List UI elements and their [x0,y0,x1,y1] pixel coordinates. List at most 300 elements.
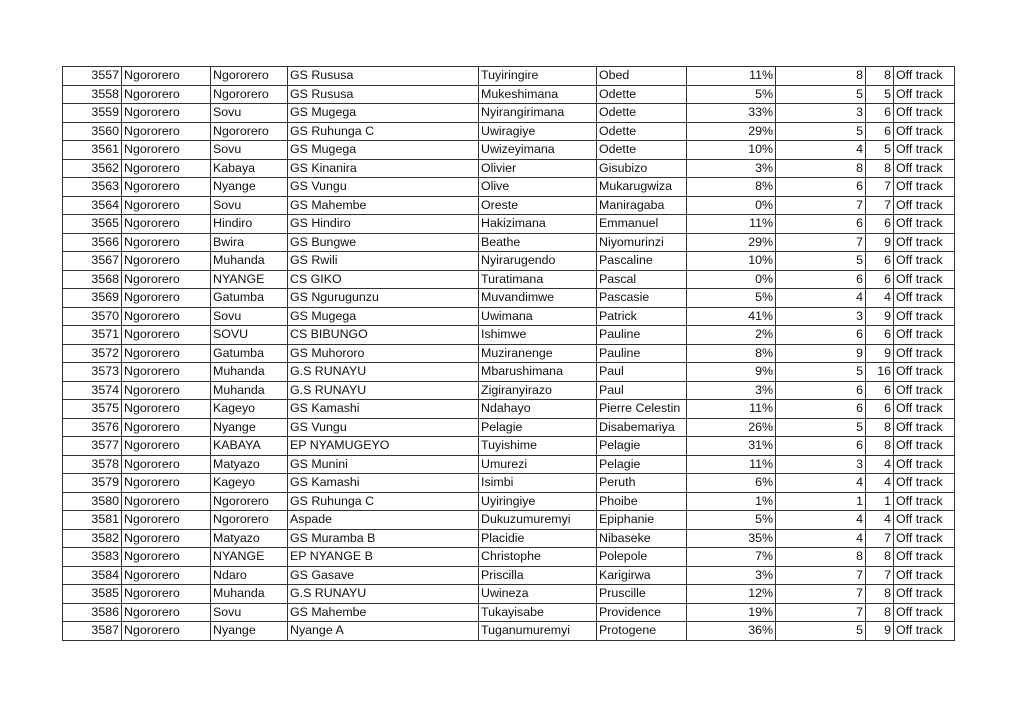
cell-district: Ngororero [122,492,211,511]
cell-district: Ngororero [122,252,211,271]
cell-first-name: Pruscille [597,585,687,604]
cell-score-b: 4 [866,455,894,474]
cell-percentage: 29% [687,122,776,141]
cell-last-name: Tuganumuremyi [479,622,597,641]
cell-district: Ngororero [122,455,211,474]
cell-last-name: Beathe [479,233,597,252]
cell-status: Off track [894,178,955,197]
cell-last-name: Pelagie [479,418,597,437]
cell-first-name: Phoibe [597,492,687,511]
table-row [63,122,955,141]
cell-row-id: 3566 [63,233,122,252]
cell-percentage: 33% [687,104,776,123]
cell-row-id: 3568 [63,270,122,289]
cell-status: Off track [894,215,955,234]
cell-school: G.S RUNAYU [288,381,479,400]
table-row [63,104,955,123]
cell-last-name: Uwimana [479,307,597,326]
cell-row-id: 3585 [63,585,122,604]
cell-district: Ngororero [122,233,211,252]
table-row [63,326,955,345]
cell-last-name: Tuyishime [479,437,597,456]
cell-first-name: Maniragaba [597,196,687,215]
table-row [63,622,955,641]
cell-sector: Sovu [211,104,288,123]
cell-sector: Kageyo [211,400,288,419]
cell-school: GS Mugega [288,104,479,123]
cell-first-name: Disabemariya [597,418,687,437]
cell-score-b: 8 [866,603,894,622]
cell-school: GS Kamashi [288,400,479,419]
cell-percentage: 5% [687,289,776,308]
cell-last-name: Placidie [479,529,597,548]
cell-school: G.S RUNAYU [288,585,479,604]
cell-last-name: Tuyiringire [479,67,597,86]
cell-percentage: 7% [687,548,776,567]
cell-percentage: 26% [687,418,776,437]
cell-row-id: 3575 [63,400,122,419]
cell-score-a: 3 [776,104,866,123]
table-row [63,455,955,474]
cell-sector: Sovu [211,307,288,326]
cell-last-name: Hakizimana [479,215,597,234]
cell-last-name: Turatimana [479,270,597,289]
cell-score-b: 6 [866,215,894,234]
cell-percentage: 3% [687,566,776,585]
cell-score-a: 4 [776,474,866,493]
cell-sector: Muhanda [211,363,288,382]
table-row [63,603,955,622]
cell-status: Off track [894,418,955,437]
cell-last-name: Nyirangirimana [479,104,597,123]
cell-district: Ngororero [122,307,211,326]
cell-sector: Hindiro [211,215,288,234]
cell-score-b: 8 [866,159,894,178]
cell-status: Off track [894,622,955,641]
cell-first-name: Niyomurinzi [597,233,687,252]
cell-last-name: Christophe [479,548,597,567]
cell-first-name: Paul [597,363,687,382]
cell-score-a: 6 [776,400,866,419]
cell-percentage: 1% [687,492,776,511]
cell-first-name: Pascal [597,270,687,289]
cell-row-id: 3557 [63,67,122,86]
cell-score-b: 6 [866,400,894,419]
cell-sector: Bwira [211,233,288,252]
cell-score-b: 6 [866,252,894,271]
table-row [63,233,955,252]
cell-last-name: Zigiranyirazo [479,381,597,400]
cell-first-name: Pauline [597,344,687,363]
cell-score-b: 16 [866,363,894,382]
table-row [63,418,955,437]
cell-first-name: Pelagie [597,455,687,474]
cell-sector: NYANGE [211,548,288,567]
table-row [63,196,955,215]
cell-sector: Ngororero [211,67,288,86]
cell-row-id: 3562 [63,159,122,178]
cell-sector: Matyazo [211,529,288,548]
cell-score-a: 3 [776,455,866,474]
cell-score-b: 9 [866,307,894,326]
cell-school: GS Mahembe [288,196,479,215]
cell-row-id: 3576 [63,418,122,437]
cell-score-a: 6 [776,381,866,400]
cell-score-b: 5 [866,85,894,104]
cell-percentage: 8% [687,178,776,197]
cell-row-id: 3561 [63,141,122,160]
cell-percentage: 5% [687,85,776,104]
cell-percentage: 11% [687,400,776,419]
cell-district: Ngororero [122,363,211,382]
cell-district: Ngororero [122,215,211,234]
cell-score-a: 8 [776,548,866,567]
cell-row-id: 3584 [63,566,122,585]
cell-school: GS Mugega [288,307,479,326]
cell-percentage: 12% [687,585,776,604]
cell-score-b: 9 [866,233,894,252]
cell-percentage: 29% [687,233,776,252]
cell-score-a: 4 [776,289,866,308]
cell-last-name: Isimbi [479,474,597,493]
cell-score-a: 6 [776,178,866,197]
cell-status: Off track [894,474,955,493]
cell-last-name: Mbarushimana [479,363,597,382]
table-row [63,307,955,326]
cell-percentage: 31% [687,437,776,456]
cell-score-b: 8 [866,67,894,86]
cell-first-name: Odette [597,85,687,104]
cell-first-name: Pierre Celestin [597,400,687,419]
cell-school: GS Muramba B [288,529,479,548]
cell-sector: Sovu [211,141,288,160]
cell-percentage: 0% [687,270,776,289]
cell-last-name: Uwiragiye [479,122,597,141]
table-row [63,85,955,104]
cell-status: Off track [894,270,955,289]
cell-last-name: Olive [479,178,597,197]
cell-sector: Gatumba [211,344,288,363]
cell-school: GS Muhororo [288,344,479,363]
cell-score-b: 6 [866,122,894,141]
table-row [63,585,955,604]
table-row [63,178,955,197]
cell-row-id: 3580 [63,492,122,511]
cell-last-name: Ishimwe [479,326,597,345]
cell-first-name: Protogene [597,622,687,641]
cell-last-name: Tukayisabe [479,603,597,622]
cell-first-name: Obed [597,67,687,86]
table-row [63,270,955,289]
cell-last-name: Nyirarugendo [479,252,597,271]
cell-row-id: 3587 [63,622,122,641]
cell-score-a: 5 [776,363,866,382]
cell-district: Ngororero [122,326,211,345]
cell-sector: Kabaya [211,159,288,178]
cell-score-a: 6 [776,437,866,456]
cell-sector: SOVU [211,326,288,345]
table-row [63,511,955,530]
cell-row-id: 3571 [63,326,122,345]
cell-status: Off track [894,344,955,363]
cell-percentage: 3% [687,381,776,400]
cell-score-a: 6 [776,270,866,289]
cell-score-b: 7 [866,178,894,197]
cell-percentage: 10% [687,141,776,160]
cell-sector: Nyange [211,622,288,641]
cell-district: Ngororero [122,511,211,530]
cell-score-b: 6 [866,326,894,345]
cell-first-name: Pascaline [597,252,687,271]
cell-sector: Nyange [211,418,288,437]
cell-status: Off track [894,603,955,622]
cell-district: Ngororero [122,585,211,604]
table-row [63,437,955,456]
cell-last-name: Uwineza [479,585,597,604]
cell-school: GS Kinanira [288,159,479,178]
cell-score-b: 4 [866,511,894,530]
cell-score-a: 4 [776,511,866,530]
cell-school: GS Gasave [288,566,479,585]
cell-score-b: 6 [866,381,894,400]
cell-status: Off track [894,289,955,308]
cell-last-name: Muvandimwe [479,289,597,308]
cell-district: Ngororero [122,418,211,437]
cell-score-b: 4 [866,474,894,493]
table-row [63,548,955,567]
cell-status: Off track [894,67,955,86]
cell-percentage: 3% [687,159,776,178]
cell-score-b: 1 [866,492,894,511]
table-row [63,363,955,382]
cell-school: GS Ngurugunzu [288,289,479,308]
cell-score-a: 7 [776,196,866,215]
cell-percentage: 36% [687,622,776,641]
cell-school: GS Rususa [288,67,479,86]
cell-score-b: 6 [866,104,894,123]
cell-status: Off track [894,363,955,382]
cell-last-name: Oreste [479,196,597,215]
cell-school: GS Ruhunga C [288,492,479,511]
cell-district: Ngororero [122,196,211,215]
cell-sector: Muhanda [211,381,288,400]
table-row [63,252,955,271]
cell-status: Off track [894,437,955,456]
cell-score-a: 5 [776,85,866,104]
cell-last-name: Uyiringiye [479,492,597,511]
cell-score-b: 9 [866,622,894,641]
cell-percentage: 11% [687,67,776,86]
cell-school: G.S RUNAYU [288,363,479,382]
cell-sector: Ngororero [211,492,288,511]
cell-score-b: 6 [866,270,894,289]
cell-status: Off track [894,159,955,178]
cell-district: Ngororero [122,104,211,123]
cell-first-name: Nibaseke [597,529,687,548]
cell-district: Ngororero [122,566,211,585]
cell-status: Off track [894,511,955,530]
cell-sector: Kageyo [211,474,288,493]
cell-score-b: 8 [866,585,894,604]
cell-status: Off track [894,141,955,160]
cell-status: Off track [894,196,955,215]
cell-row-id: 3578 [63,455,122,474]
table-row [63,566,955,585]
cell-row-id: 3577 [63,437,122,456]
cell-district: Ngororero [122,159,211,178]
cell-sector: Ngororero [211,511,288,530]
cell-first-name: Paul [597,381,687,400]
cell-status: Off track [894,326,955,345]
cell-status: Off track [894,529,955,548]
cell-row-id: 3582 [63,529,122,548]
cell-status: Off track [894,585,955,604]
cell-district: Ngororero [122,178,211,197]
cell-score-a: 3 [776,307,866,326]
cell-status: Off track [894,233,955,252]
cell-sector: Muhanda [211,585,288,604]
cell-score-b: 7 [866,196,894,215]
table-row [63,289,955,308]
cell-row-id: 3586 [63,603,122,622]
cell-sector: Ngororero [211,122,288,141]
cell-school: GS Hindiro [288,215,479,234]
cell-score-b: 7 [866,566,894,585]
cell-row-id: 3564 [63,196,122,215]
cell-sector: Sovu [211,196,288,215]
cell-percentage: 35% [687,529,776,548]
cell-status: Off track [894,400,955,419]
cell-first-name: Mukarugwiza [597,178,687,197]
cell-first-name: Gisubizo [597,159,687,178]
cell-district: Ngororero [122,474,211,493]
cell-first-name: Pauline [597,326,687,345]
cell-score-b: 9 [866,344,894,363]
cell-status: Off track [894,85,955,104]
cell-percentage: 9% [687,363,776,382]
cell-score-a: 7 [776,566,866,585]
cell-last-name: Priscilla [479,566,597,585]
cell-sector: Ndaro [211,566,288,585]
cell-district: Ngororero [122,622,211,641]
cell-score-b: 4 [866,289,894,308]
cell-status: Off track [894,307,955,326]
cell-school: GS Vungu [288,178,479,197]
cell-school: GS Ruhunga C [288,122,479,141]
cell-percentage: 11% [687,215,776,234]
cell-row-id: 3560 [63,122,122,141]
cell-row-id: 3573 [63,363,122,382]
cell-school: EP NYANGE B [288,548,479,567]
cell-district: Ngororero [122,400,211,419]
cell-status: Off track [894,492,955,511]
cell-status: Off track [894,566,955,585]
cell-score-a: 4 [776,141,866,160]
cell-status: Off track [894,548,955,567]
cell-row-id: 3569 [63,289,122,308]
cell-last-name: Muziranenge [479,344,597,363]
cell-sector: Matyazo [211,455,288,474]
cell-first-name: Providence [597,603,687,622]
cell-first-name: Odette [597,141,687,160]
cell-school: GS Rwili [288,252,479,271]
cell-score-b: 8 [866,437,894,456]
cell-first-name: Epiphanie [597,511,687,530]
cell-district: Ngororero [122,529,211,548]
cell-sector: NYANGE [211,270,288,289]
cell-percentage: 2% [687,326,776,345]
cell-percentage: 5% [687,511,776,530]
cell-score-a: 9 [776,344,866,363]
cell-last-name: Olivier [479,159,597,178]
cell-school: GS Rususa [288,85,479,104]
cell-school: Aspade [288,511,479,530]
cell-last-name: Mukeshimana [479,85,597,104]
cell-score-b: 8 [866,548,894,567]
cell-score-a: 5 [776,252,866,271]
cell-score-a: 4 [776,529,866,548]
cell-score-a: 5 [776,418,866,437]
cell-score-b: 8 [866,418,894,437]
table-row [63,67,955,86]
cell-district: Ngororero [122,85,211,104]
cell-score-a: 7 [776,603,866,622]
cell-school: GS Munini [288,455,479,474]
cell-school: Nyange A [288,622,479,641]
cell-school: CS GIKO [288,270,479,289]
cell-row-id: 3570 [63,307,122,326]
cell-school: CS BIBUNGO [288,326,479,345]
cell-district: Ngororero [122,289,211,308]
cell-score-a: 6 [776,326,866,345]
cell-score-a: 7 [776,233,866,252]
table-row [63,159,955,178]
cell-district: Ngororero [122,381,211,400]
cell-first-name: Peruth [597,474,687,493]
cell-district: Ngororero [122,603,211,622]
cell-first-name: Polepole [597,548,687,567]
cell-percentage: 41% [687,307,776,326]
cell-first-name: Pascasie [597,289,687,308]
cell-status: Off track [894,104,955,123]
cell-district: Ngororero [122,122,211,141]
cell-score-a: 8 [776,159,866,178]
cell-school: EP NYAMUGEYO [288,437,479,456]
cell-row-id: 3567 [63,252,122,271]
cell-score-a: 7 [776,585,866,604]
cell-last-name: Umurezi [479,455,597,474]
cell-row-id: 3572 [63,344,122,363]
cell-percentage: 0% [687,196,776,215]
cell-status: Off track [894,122,955,141]
table-row [63,400,955,419]
cell-sector: Muhanda [211,252,288,271]
data-table [62,66,955,641]
cell-status: Off track [894,252,955,271]
table-row [63,215,955,234]
cell-district: Ngororero [122,270,211,289]
cell-row-id: 3565 [63,215,122,234]
cell-score-a: 5 [776,122,866,141]
cell-district: Ngororero [122,548,211,567]
cell-last-name: Dukuzumuremyi [479,511,597,530]
cell-status: Off track [894,455,955,474]
cell-percentage: 19% [687,603,776,622]
table-row [63,529,955,548]
cell-sector: KABAYA [211,437,288,456]
cell-sector: Ngororero [211,85,288,104]
cell-school: GS Mugega [288,141,479,160]
